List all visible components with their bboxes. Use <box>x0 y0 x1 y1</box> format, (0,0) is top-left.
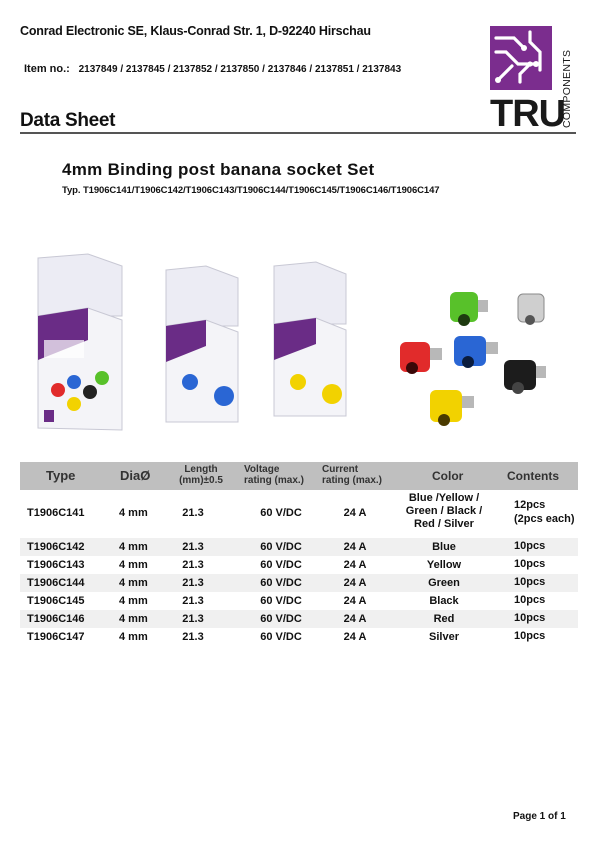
cell-dia: 4 mm <box>119 577 148 589</box>
cell-type: T1906C143 <box>27 559 85 571</box>
socket-green-image <box>450 292 488 326</box>
cell-type: T1906C144 <box>27 577 85 589</box>
cell-color: Silver <box>429 631 459 643</box>
cell-color: Black <box>429 595 459 607</box>
table-row <box>20 574 578 592</box>
socket-blue-image <box>454 336 498 368</box>
cell-contents: 12pcs (2pcs each) <box>514 499 575 525</box>
header-color: Color <box>432 469 464 483</box>
socket-red-image <box>400 342 442 374</box>
cell-length: 21.3 <box>182 507 204 519</box>
cell-voltage: 60 V/DC <box>260 541 302 553</box>
cell-length: 21.3 <box>182 595 204 607</box>
table-header <box>20 462 578 490</box>
table-row <box>20 556 578 574</box>
cell-contents: 10pcs <box>514 612 546 624</box>
cell-current: 24 A <box>343 507 367 519</box>
cell-length: 21.3 <box>182 613 204 625</box>
cell-contents: 10pcs <box>514 576 546 588</box>
cell-color: Blue /Yellow / Green / Black / Red / Silver <box>405 492 483 530</box>
cell-dia: 4 mm <box>119 631 148 643</box>
header-contents: Contents <box>507 469 559 483</box>
cell-contents: 10pcs <box>514 558 546 570</box>
cell-dia: 4 mm <box>119 507 148 519</box>
cell-length: 21.3 <box>182 631 204 643</box>
logo-sub-text: COMPONENTS <box>561 49 573 128</box>
tru-components-logo <box>490 26 574 130</box>
company-address: Conrad Electronic SE, Klaus-Conrad Str. 1, D-92240 Hirschau <box>20 24 371 38</box>
socket-yellow-image <box>430 390 474 426</box>
cell-length: 21.3 <box>182 577 204 589</box>
product-types: Typ. T1906C141/T1906C142/T1906C143/T1906C144/T1906C145/T1906C146/T1906C147 <box>62 185 440 196</box>
cell-dia: 4 mm <box>119 559 148 571</box>
table-row <box>20 490 578 536</box>
cell-type: T1906C141 <box>27 507 85 519</box>
table-row <box>20 610 578 628</box>
cell-current: 24 A <box>343 541 367 553</box>
cell-dia: 4 mm <box>119 541 148 553</box>
cell-type: T1906C147 <box>27 631 85 643</box>
cell-voltage: 60 V/DC <box>260 631 302 643</box>
section-title: Data Sheet <box>20 110 116 131</box>
cell-color: Green <box>428 577 460 589</box>
header-length: Length (mm)±0.5 <box>179 464 223 486</box>
cell-current: 24 A <box>343 577 367 589</box>
cell-current: 24 A <box>343 613 367 625</box>
page-number: Page 1 of 1 <box>513 811 566 822</box>
socket-black-image <box>504 360 546 394</box>
cell-voltage: 60 V/DC <box>260 559 302 571</box>
item-label: Item no.: <box>24 63 70 75</box>
cell-voltage: 60 V/DC <box>260 577 302 589</box>
product-title: 4mm Binding post banana socket Set <box>62 160 375 179</box>
cell-current: 24 A <box>343 559 367 571</box>
cell-current: 24 A <box>343 631 367 643</box>
cell-length: 21.3 <box>182 541 204 553</box>
table-row <box>20 628 578 646</box>
cell-contents: 10pcs <box>514 594 546 606</box>
box-image-yellow <box>274 262 346 416</box>
cell-color: Yellow <box>426 559 462 571</box>
cell-type: T1906C146 <box>27 613 85 625</box>
cell-dia: 4 mm <box>119 595 148 607</box>
logo-brand-text: TRU <box>490 93 566 130</box>
header-divider <box>20 132 576 134</box>
cell-current: 24 A <box>343 595 367 607</box>
cell-color: Red <box>433 613 455 625</box>
product-images <box>30 250 590 435</box>
box-image-blue <box>166 266 238 422</box>
table-row <box>20 592 578 610</box>
cell-color: Blue <box>432 541 456 553</box>
socket-silver-image <box>518 294 544 325</box>
item-numbers: 2137849 / 2137845 / 2137852 / 2137850 / 2137846 / 2137851 / 2137843 <box>78 64 402 75</box>
header-dia: DiaØ <box>120 468 151 483</box>
cell-voltage: 60 V/DC <box>260 595 302 607</box>
header-voltage: Voltage rating (max.) <box>244 464 305 486</box>
cell-voltage: 60 V/DC <box>260 507 302 519</box>
cell-type: T1906C145 <box>27 595 85 607</box>
cell-voltage: 60 V/DC <box>260 613 302 625</box>
cell-contents: 10pcs <box>514 540 546 552</box>
header-current: Current rating (max.) <box>322 464 383 486</box>
box-image-multicolor <box>38 254 122 430</box>
header-type: Type <box>46 468 76 483</box>
cell-length: 21.3 <box>182 559 204 571</box>
table-row <box>20 538 578 556</box>
cell-dia: 4 mm <box>119 613 148 625</box>
cell-contents: 10pcs <box>514 630 546 642</box>
cell-type: T1906C142 <box>27 541 85 553</box>
item-numbers-line <box>24 63 401 75</box>
